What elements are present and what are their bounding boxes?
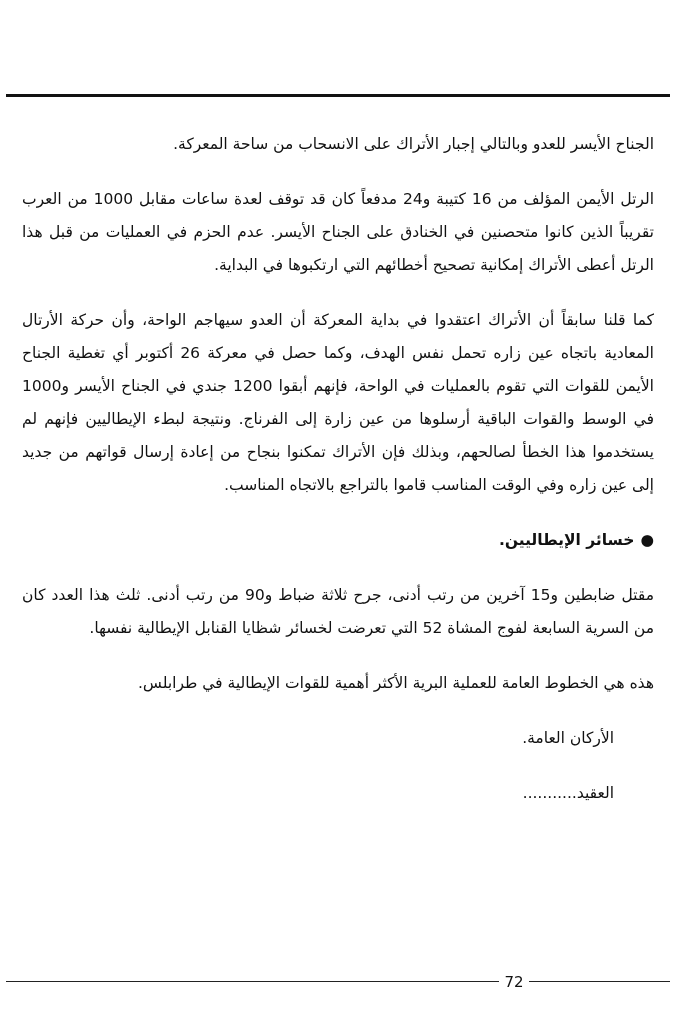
top-rule bbox=[6, 94, 670, 97]
paragraph-3: كما قلنا سابقاً أن الأتراك اعتقدوا في بداية المعركة أن العدو سيهاجم الواحة، وأن حركة الأرتال المعادية باتجاه عين زاره تحمل نفس الهدف، وكما حصل في معركة 26 أكتوبر أي تغطية الجناح الأيمن للقوات التي تقوم بالعمليات في الواحة، فإنهم أبقوا 1200 جندي في الجناح الأيسر و1000 في الوسط والقوات الباقية أرسلوها من عين زارة إلى الفرناج. ونتيجة لبطء الإيطاليين فإنهم لم يستخدموا هذا الخطأ لصالحهم، وبذلك فإن الأتراك تمكنوا بنجاح من إعادة إرسال قواتهم من جديد إلى عين زاره وفي الوقت المناسب قاموا بالتراجع بالاتجاه المناسب. bbox=[22, 311, 654, 494]
paragraph-1: الجناح الأيسر للعدو وبالتالي إجبار الأتراك على الانسحاب من ساحة المعركة. bbox=[173, 135, 654, 153]
bullet-heading bbox=[22, 524, 654, 557]
bullet-dot-icon: ● bbox=[640, 531, 654, 549]
signature-rank: العقيد........... bbox=[522, 784, 614, 802]
paragraph-5: هذه هي الخطوط العامة للعملية البرية الأكثر أهمية للقوات الإيطالية في طرابلس. bbox=[138, 674, 654, 692]
bottom-rule bbox=[6, 981, 670, 982]
paragraph-4: مقتل ضابطين و15 آخرين من رتب أدنى، جرح ثلاثة ضباط و90 من رتب أدنى. ثلث هذا العدد كان من السرية السابعة لفوج المشاة 52 التي تعرضت لخسائر شظايا القنابل الإيطالية نفسها. bbox=[22, 586, 655, 637]
bullet-heading-text: خسائر الإيطاليين. bbox=[498, 531, 635, 549]
signature-title: الأركان العامة. bbox=[522, 729, 614, 747]
page-number: 72 bbox=[499, 972, 529, 992]
paragraph-2: الرتل الأيمن المؤلف من 16 كتيبة و24 مدفعاً كان قد توقف لعدة ساعات مقابل 1000 من العرب تقريباً الذين كانوا متحصنين في الخنادق على الجناح الأيسر. عدم الحزم في العمليات من قبل هذا الرتل أعطى الأتراك إمكانية تصحيح أخطائهم التي ارتكبوها في البداية. bbox=[22, 190, 655, 274]
page-body bbox=[22, 128, 654, 832]
